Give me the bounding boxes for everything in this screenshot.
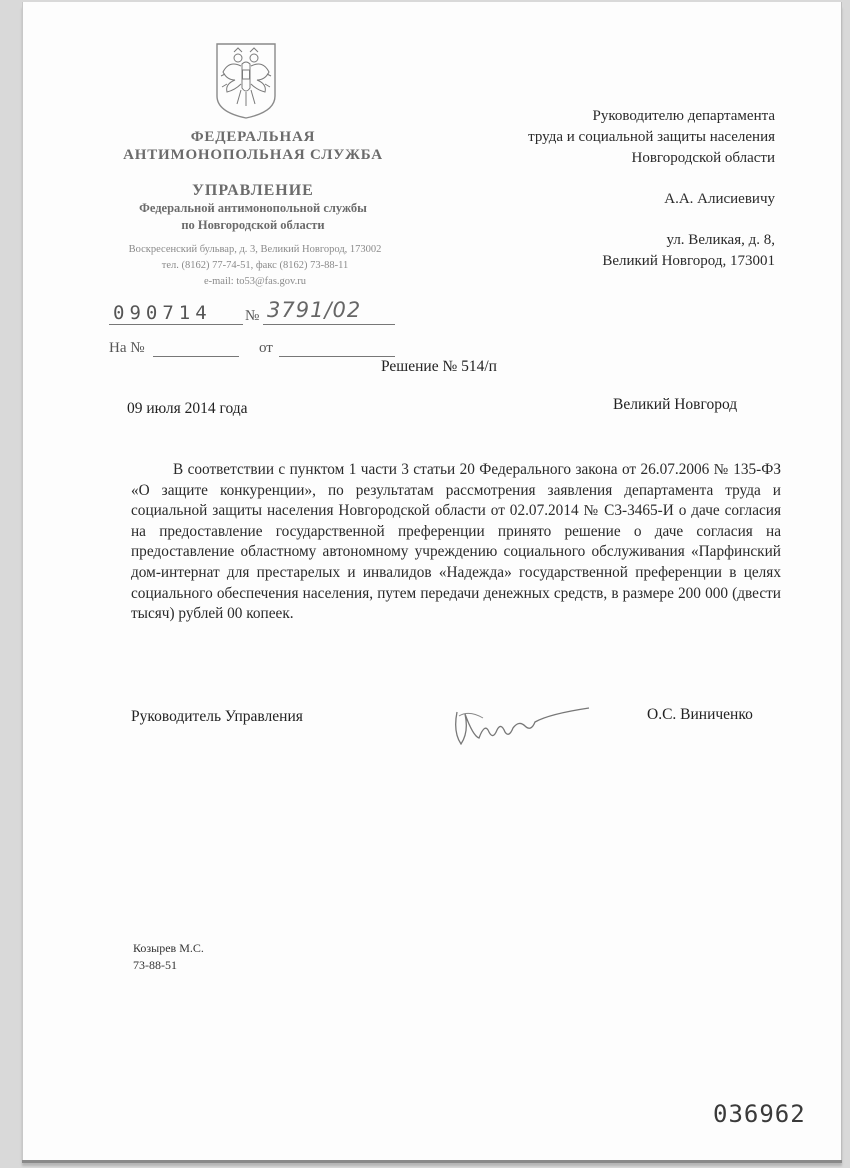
org-name-line1: ФЕДЕРАЛЬНАЯ — [190, 129, 316, 145]
recipient-address1: ул. Великая, д. 8, — [666, 232, 775, 248]
decision-body: В соответствии с пунктом 1 части 3 статьи 20 Федерального закона от 26.07.2006 № 135-ФЗ «О защите конкуренции», по результатам рассмотрения заявления департамента труда и социальной защиты населения Новгородской области от 02.07.2014 № С3-3465-И о даче согласия на предоставление государственной преференции принято решение о даче согласия на предоставление областному автономному учреждению социального обслуживания «Парфинский дом-интернат для престарелых и инвалидов «Надежда» государственной преференции в целях социального обеспечения населения, путем передачи денежных средств, в размере 200 000 (двести тысяч) рублей 00 копеек. — [131, 461, 781, 623]
decision-city: Великий Новгород — [613, 396, 738, 413]
department-name — [113, 182, 393, 234]
address-line1: Воскресенский бульвар, д. 3, Великий Новгород, 173002 — [128, 244, 382, 255]
recipient-line2: труда и социальной защиты населения — [528, 129, 775, 145]
reg-no-underline — [263, 324, 395, 325]
ref-from-label: от — [259, 340, 273, 356]
dept-line3: по Новгородской области — [181, 218, 325, 232]
reg-no-label: № — [245, 308, 260, 324]
address-line3: e-mail: to53@fas.gov.ru — [203, 276, 306, 287]
coat-of-arms-emblem — [211, 40, 281, 120]
dept-line2: Федеральной антимонопольной службы — [139, 201, 367, 215]
ref-from-underline — [279, 356, 395, 357]
reg-date-underline — [109, 324, 243, 325]
decision-title: Решение № 514/п — [381, 358, 497, 375]
executor-name: Козырев М.С. — [133, 941, 204, 955]
recipient-line1: Руководителю департамента — [592, 108, 775, 124]
decision-date: 09 июля 2014 года — [127, 400, 248, 417]
address-line2: тел. (8162) 77-74-51, факс (8162) 73-88-11 — [161, 260, 349, 271]
org-address — [105, 242, 405, 290]
recipient-line3: Новгородской области — [631, 150, 775, 166]
reg-no-value: 3791/02 — [267, 298, 362, 322]
dept-title: УПРАВЛЕНИЕ — [192, 182, 314, 199]
document-page — [22, 2, 842, 1160]
handwritten-signature — [439, 692, 599, 752]
ref-underline — [153, 356, 239, 357]
reg-date: 090714 — [113, 302, 212, 324]
recipient-name: А.А. Алисиевичу — [664, 191, 775, 207]
signatory-position: Руководитель Управления — [131, 708, 303, 725]
recipient-address2: Великий Новгород, 173001 — [602, 253, 775, 269]
signatory-name: О.С. Виниченко — [647, 706, 753, 723]
document-number: 036962 — [713, 1100, 806, 1128]
executor-phone: 73-88-51 — [133, 958, 177, 972]
organization-name — [113, 128, 393, 164]
org-name-line2: АНТИМОНОПОЛЬНАЯ СЛУЖБА — [123, 147, 383, 163]
ref-label: На № — [109, 340, 145, 356]
recipient-block — [463, 106, 775, 272]
executor-block — [133, 940, 204, 974]
